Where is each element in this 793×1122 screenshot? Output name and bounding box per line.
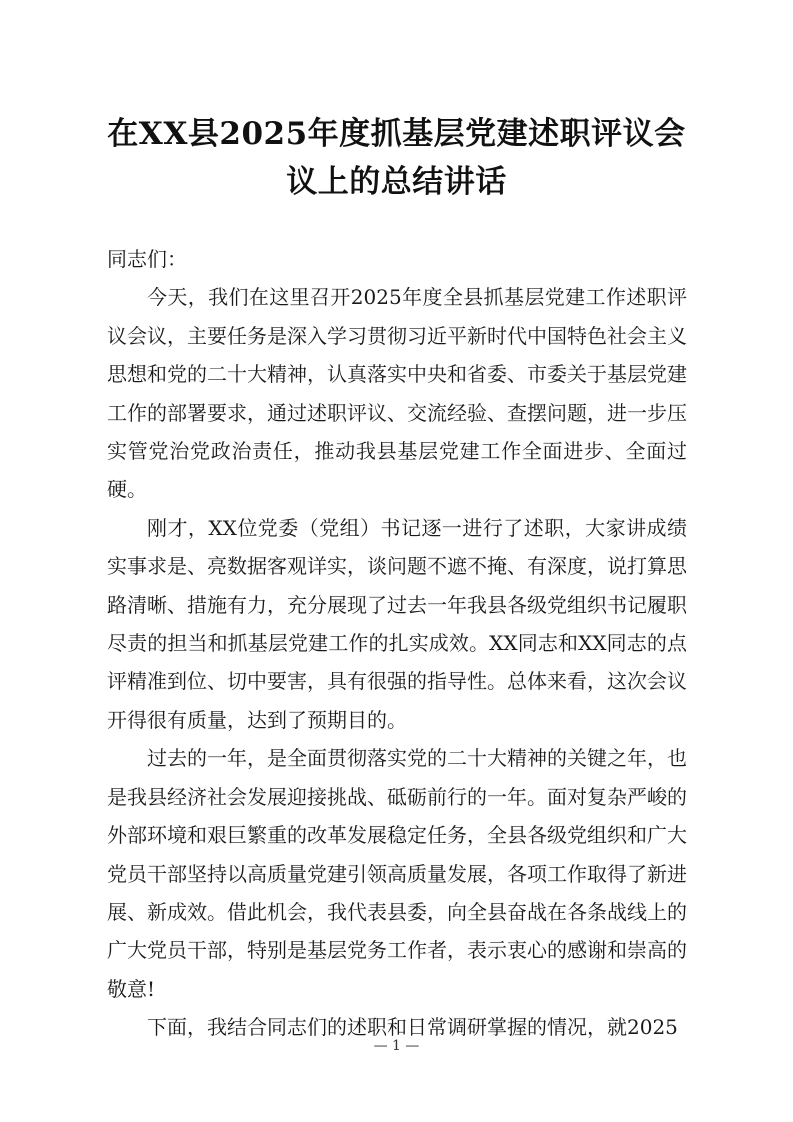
title-line-2: 议上的总结讲话: [286, 164, 507, 200]
paragraph-review: 刚才，XX位党委（党组）书记逐一进行了述职，大家讲成绩实事求是、亮数据客观详实，谈问题不遮不掩、有深度，说打算思路清晰、措施有力，充分展现了过去一年我县各级党组织书记履职尽责的担当和抓基层党建工作的扎实成效。XX同志和XX同志的点评精准到位、切中要害，具有很强的指导性。总体来看，这次会议开得很有质量，达到了预期目的。: [107, 515, 687, 732]
paragraph-opening: 今天，我们在这里召开2025年度全县抓基层党建工作述职评议会议，主要任务是深入学习贯彻习近平新时代中国特色社会主义思想和党的二十大精神，认真落实中央和省委、市委关于基层党建工作的部署要求，通过述职评议、交流经验、查摆问题，进一步压实管党治党政治责任，推动我县基层党建工作全面进步、全面过硬。: [107, 285, 687, 502]
title-line-1: 在XX县2025年度抓基层党建述职评议会: [107, 116, 686, 152]
salutation: 同志们：: [107, 247, 187, 271]
paragraph-transition: 下面，我结合同志们的述职和日常调研掌握的情况，就2025: [147, 1015, 678, 1040]
paragraph-past-year: 过去的一年，是全面贯彻落实党的二十大精神的关键之年，也是我县经济社会发展迎接挑战、砥砺前行的一年。面对复杂严峻的外部环境和艰巨繁重的改革发展稳定任务，全县各级党组织和广大党员干部坚持以高质量党建引领高质量发展，各项工作取得了新进展、新成效。借此机会，我代表县委，向全县奋战在各条战线上的广大党员干部，特别是基层党务工作者，表示衷心的感谢和崇高的敬意!: [107, 746, 687, 1001]
page-number: — 1 —: [373, 1038, 420, 1054]
document-title: [90, 110, 703, 206]
document-body: [107, 240, 687, 1047]
